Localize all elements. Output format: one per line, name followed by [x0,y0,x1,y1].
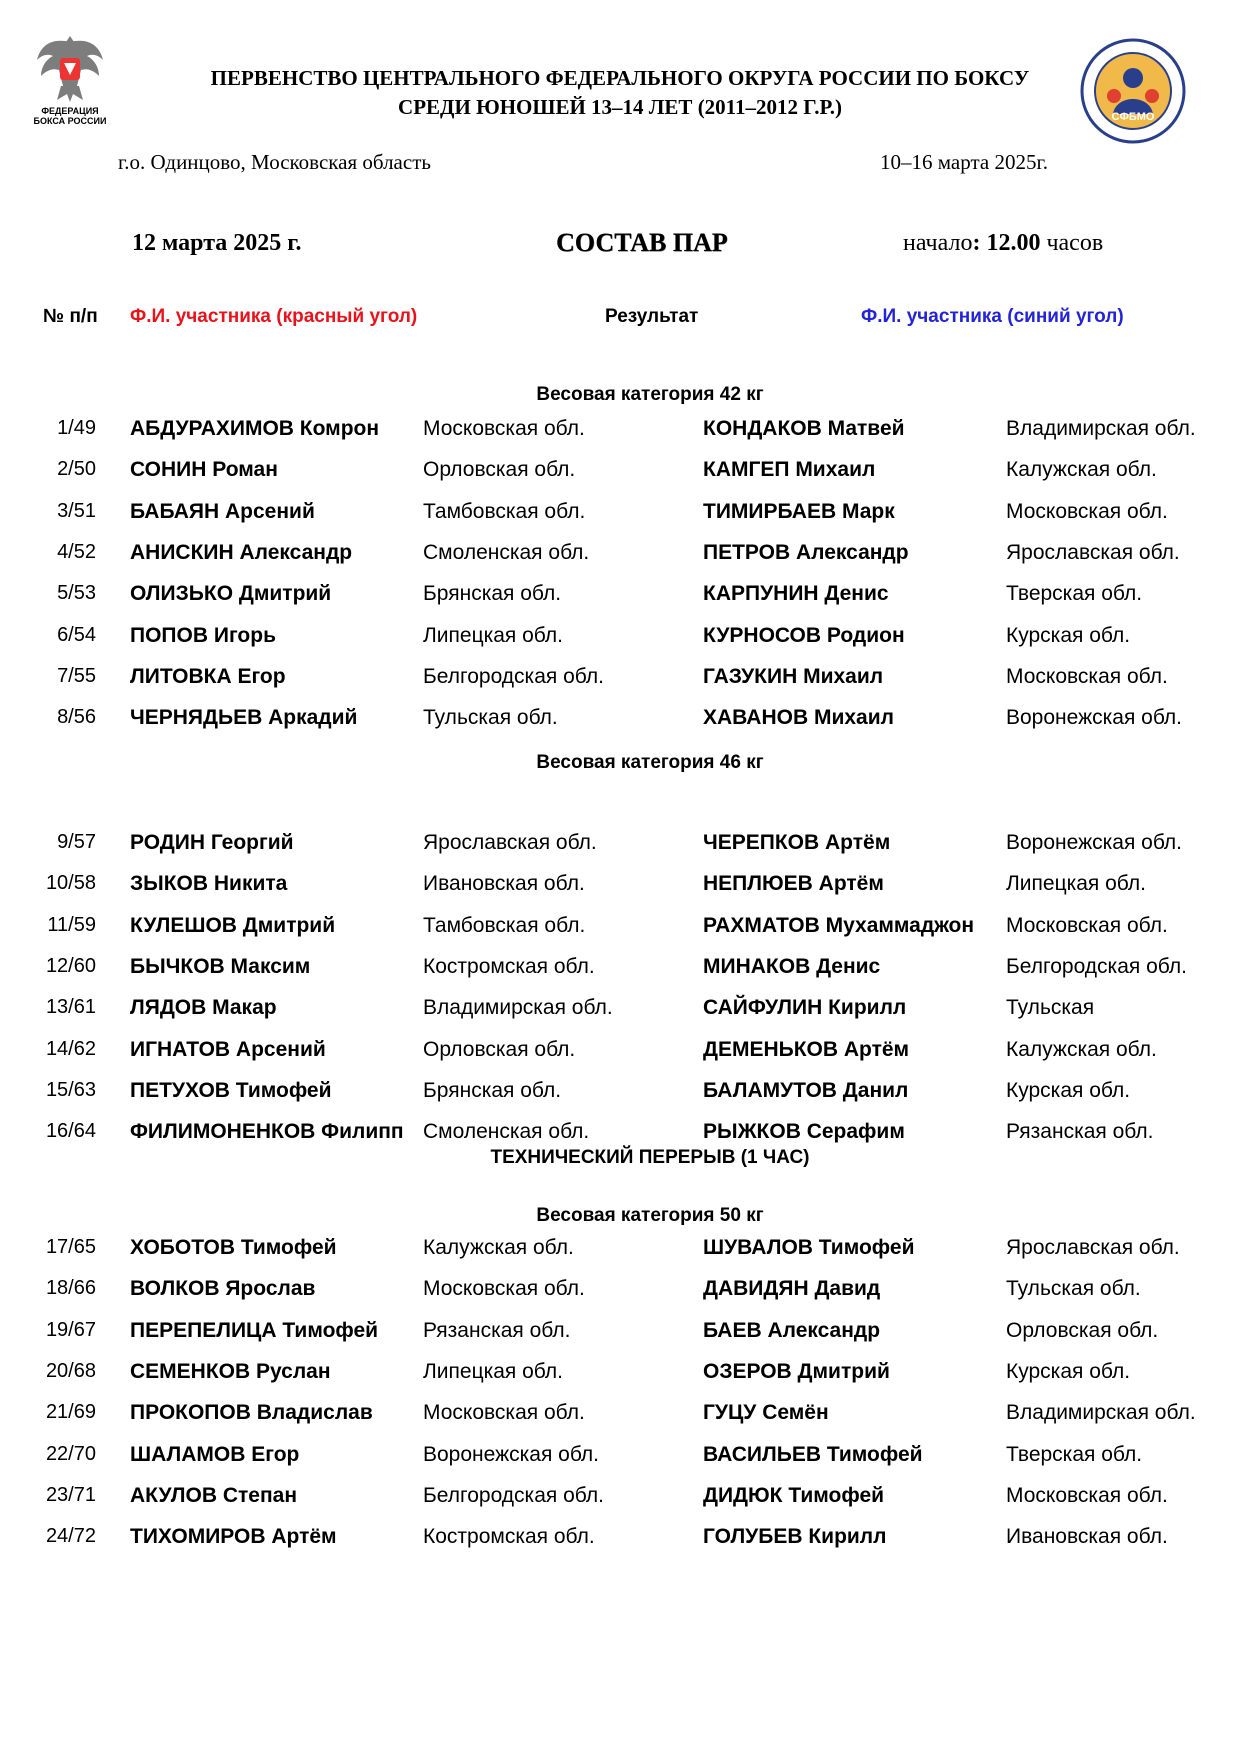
bout-number: 1/49 [57,417,96,439]
technical-break: ТЕХНИЧЕСКИЙ ПЕРЕРЫВ (1 ЧАС) [490,1147,810,1168]
blue-corner-region: Московская обл. [1006,913,1168,937]
red-corner-region: Московская обл. [423,1401,585,1425]
bout-number: 10/58 [45,872,96,895]
red-corner-fighter: АБДУРАХИМОВ Комрон [130,417,380,440]
bout-number: 4/52 [57,540,96,563]
red-corner-region: Смоленская обл. [423,540,590,564]
blue-corner-fighter: САЙФУЛИН Кирилл [703,996,907,1020]
red-corner-region: Московская обл. [423,1277,585,1301]
blue-corner-region: Калужская обл. [1006,1037,1157,1061]
table-row [0,624,1240,654]
blue-corner-fighter: КАРПУНИН Денис [703,582,889,606]
logo-abbr: СФБМО [1111,111,1155,123]
red-corner-region: Московская обл. [423,417,585,440]
blue-corner-region: Владимирская обл. [1006,1401,1196,1425]
bout-number: 14/62 [45,1037,96,1060]
red-corner-fighter: АНИСКИН Александр [130,540,353,564]
blue-corner-fighter: ГОЛУБЕВ Кирилл [703,1525,887,1549]
bout-number: 9/57 [57,831,96,853]
blue-corner-region: Московская обл. [1006,499,1168,523]
col-header-result: Результат [605,306,699,327]
blue-corner-region: Курская обл. [1006,1078,1131,1102]
blue-corner-region: Калужская обл. [1006,458,1157,482]
table-row [0,665,1240,695]
table-row [0,914,1240,944]
blue-corner-fighter: ШУВАЛОВ Тимофей [703,1236,915,1259]
red-corner-fighter: БАБАЯН Арсений [130,499,315,523]
table-row [0,458,1240,488]
table-row [0,1319,1240,1349]
bout-number: 11/59 [47,913,96,936]
red-corner-fighter: ОЛИЗЬКО Дмитрий [130,582,332,606]
red-corner-region: Орловская обл. [423,458,576,482]
table-row [0,1079,1240,1109]
bout-number: 22/70 [45,1442,96,1465]
bout-number: 21/69 [45,1401,96,1424]
blue-corner-fighter: ЧЕРЕПКОВ Артём [703,831,891,854]
blue-corner-fighter: КУРНОСОВ Родион [703,623,905,647]
blue-corner-region: Тульская обл. [1006,1277,1141,1301]
blue-corner-fighter: ТИМИРБАЕВ Марк [703,499,895,523]
table-row [0,706,1240,736]
blue-corner-region: Липецкая обл. [1006,872,1146,896]
blue-corner-region: Курская обл. [1006,623,1131,647]
blue-corner-region: Тульская [1006,996,1095,1020]
red-corner-region: Орловская обл. [423,1037,576,1061]
bout-number: 24/72 [45,1525,96,1548]
blue-corner-fighter: НЕПЛЮЕВ Артём [703,872,884,896]
blue-corner-fighter: ДЕМЕНЬКОВ Артём [703,1037,910,1061]
red-corner-region: Костромская обл. [423,954,595,978]
red-corner-fighter: ШАЛАМОВ Егор [130,1442,300,1466]
blue-corner-region: Орловская обл. [1006,1318,1159,1342]
bout-number: 20/68 [45,1359,96,1382]
table-row [0,1401,1240,1431]
bout-number: 19/67 [45,1318,96,1341]
red-corner-region: Брянская обл. [423,582,562,606]
red-corner-fighter: ВОЛКОВ Ярослав [130,1277,316,1301]
blue-corner-fighter: КОНДАКОВ Матвей [703,417,905,440]
blue-corner-fighter: ДИДЮК Тимофей [703,1483,885,1507]
start-time: начало: 12.00 часов [903,230,1104,256]
blue-corner-region: Белгородская обл. [1006,954,1187,978]
red-corner-fighter: КУЛЕШОВ Дмитрий [130,913,336,937]
event-location: г.о. Одинцово, Московская область [118,150,431,174]
table-row [0,996,1240,1026]
red-corner-fighter: ПЕТУХОВ Тимофей [130,1078,332,1102]
blue-corner-fighter: ГАЗУКИН Михаил [703,664,884,688]
blue-corner-region: Ивановская обл. [1006,1525,1168,1549]
table-row [0,417,1240,447]
sfbmo-logo [1080,38,1186,144]
blue-corner-region: Воронежская обл. [1006,706,1183,730]
bout-number: 12/60 [45,954,96,977]
red-corner-region: Костромская обл. [423,1525,595,1549]
table-row [0,541,1240,571]
red-corner-region: Тамбовская обл. [423,913,586,937]
page-heading: СОСТАВ ПАР [556,228,728,257]
red-corner-region: Воронежская обл. [423,1442,600,1466]
table-row [0,955,1240,985]
blue-corner-region: Московская обл. [1006,664,1168,688]
bout-number: 3/51 [57,499,96,522]
red-corner-region: Рязанская обл. [423,1318,571,1342]
blue-corner-region: Ярославская обл. [1006,1236,1180,1259]
red-corner-region: Липецкая обл. [423,623,563,647]
bout-date: 12 марта 2025 г. [132,230,302,256]
red-corner-region: Тульская обл. [423,706,558,730]
blue-corner-fighter: КАМГЕП Михаил [703,458,876,482]
blue-corner-fighter: ГУЦУ Семён [703,1401,829,1425]
bout-number: 13/61 [45,996,96,1019]
red-corner-fighter: БЫЧКОВ Максим [130,954,311,978]
blue-corner-region: Курская обл. [1006,1359,1131,1383]
bout-number: 2/50 [57,458,96,481]
table-row [0,1236,1240,1266]
blue-corner-region: Тверская обл. [1006,1442,1143,1466]
table-row [0,1360,1240,1390]
blue-corner-region: Рязанская обл. [1006,1120,1154,1144]
tournament-title-line2: СРЕДИ ЮНОШЕЙ 13–14 ЛЕТ (2011–2012 Г.Р.) [398,95,842,119]
blue-corner-fighter: ДАВИДЯН Давид [703,1277,881,1301]
logo-caption-line1: ФЕДЕРАЦИЯ [41,106,99,116]
red-corner-fighter: ПОПОВ Игорь [130,623,276,647]
red-corner-fighter: ПРОКОПОВ Владислав [130,1401,373,1425]
blue-corner-fighter: РАХМАТОВ Мухаммаджон [703,913,975,937]
red-corner-region: Брянская обл. [423,1078,562,1102]
table-row [0,872,1240,902]
red-corner-region: Ярославская обл. [423,831,597,854]
blue-corner-region: Тверская обл. [1006,582,1143,606]
bout-number: 18/66 [45,1277,96,1300]
table-row [0,1038,1240,1068]
red-corner-fighter: ПЕРЕПЕЛИЦА Тимофей [130,1318,379,1342]
blue-corner-fighter: РЫЖКОВ Серафим [703,1120,905,1144]
table-row [0,1443,1240,1473]
red-corner-fighter: СОНИН Роман [130,458,278,482]
bout-number: 7/55 [57,664,96,687]
red-corner-region: Смоленская обл. [423,1120,590,1144]
blue-corner-region: Московская обл. [1006,1483,1168,1507]
table-row [0,1277,1240,1307]
blue-corner-region: Владимирская обл. [1006,417,1196,440]
red-corner-fighter: АКУЛОВ Степан [130,1483,298,1507]
blue-corner-fighter: ОЗЕРОВ Дмитрий [703,1359,890,1383]
table-row [0,1484,1240,1514]
blue-corner-fighter: МИНАКОВ Денис [703,954,881,978]
blue-corner-fighter: ВАСИЛЬЕВ Тимофей [703,1442,923,1466]
table-row [0,1120,1240,1150]
event-dates: 10–16 марта 2025г. [880,150,1048,174]
table-row [0,1525,1240,1555]
bout-number: 17/65 [45,1236,96,1258]
red-corner-fighter: СЕМЕНКОВ Руслан [130,1359,331,1383]
red-corner-region: Тамбовская обл. [423,499,586,523]
red-corner-fighter: ИГНАТОВ Арсений [130,1037,326,1061]
blue-corner-fighter: БАЕВ Александр [703,1318,881,1342]
bout-number: 6/54 [57,623,96,646]
red-corner-fighter: ХОБОТОВ Тимофей [130,1236,337,1259]
col-header-num: № п/п [43,306,98,327]
weight-category-title: Весовая категория 42 кг [536,384,764,405]
red-corner-fighter: ЛИТОВКА Егор [130,664,286,688]
blue-corner-region: Воронежская обл. [1006,831,1183,854]
red-corner-fighter: ФИЛИМОНЕНКОВ Филипп [130,1120,404,1144]
red-corner-region: Ивановская обл. [423,872,585,896]
logo-caption-line2: БОКСА РОССИИ [33,116,107,126]
col-header-red-corner: Ф.И. участника (красный угол) [130,306,418,327]
weight-category-title: Весовая категория 50 кг [536,1205,764,1226]
red-corner-region: Белгородская обл. [423,1483,604,1507]
col-header-blue-corner: Ф.И. участника (синий угол) [861,306,1124,327]
bout-number: 15/63 [45,1078,96,1101]
boxer-emblem-icon [1080,38,1186,144]
blue-corner-fighter: БАЛАМУТОВ Данил [703,1078,909,1102]
weight-category-title: Весовая категория 46 кг [536,752,764,773]
red-corner-region: Липецкая обл. [423,1359,563,1383]
red-corner-fighter: ЛЯДОВ Макар [130,996,277,1020]
red-corner-fighter: ЗЫКОВ Никита [130,872,288,896]
table-row [0,582,1240,612]
red-corner-region: Белгородская обл. [423,664,604,688]
bout-number: 16/64 [45,1120,96,1143]
red-corner-region: Владимирская обл. [423,996,613,1020]
blue-corner-fighter: ХАВАНОВ Михаил [703,706,894,730]
bout-number: 23/71 [45,1483,96,1506]
table-row [0,500,1240,530]
bout-number: 8/56 [57,706,96,729]
red-corner-fighter: ТИХОМИРОВ Артём [130,1525,337,1549]
red-corner-fighter: ЧЕРНЯДЬЕВ Аркадий [130,706,358,730]
red-corner-fighter: РОДИН Георгий [130,831,294,854]
bout-number: 5/53 [57,582,96,605]
blue-corner-region: Ярославская обл. [1006,540,1180,564]
blue-corner-fighter: ПЕТРОВ Александр [703,540,909,564]
table-row [0,831,1240,861]
red-corner-region: Калужская обл. [423,1236,574,1259]
tournament-title-line1: ПЕРВЕНСТВО ЦЕНТРАЛЬНОГО ФЕДЕРАЛЬНОГО ОКРУГА РОССИИ ПО БОКСУ [210,66,1030,90]
